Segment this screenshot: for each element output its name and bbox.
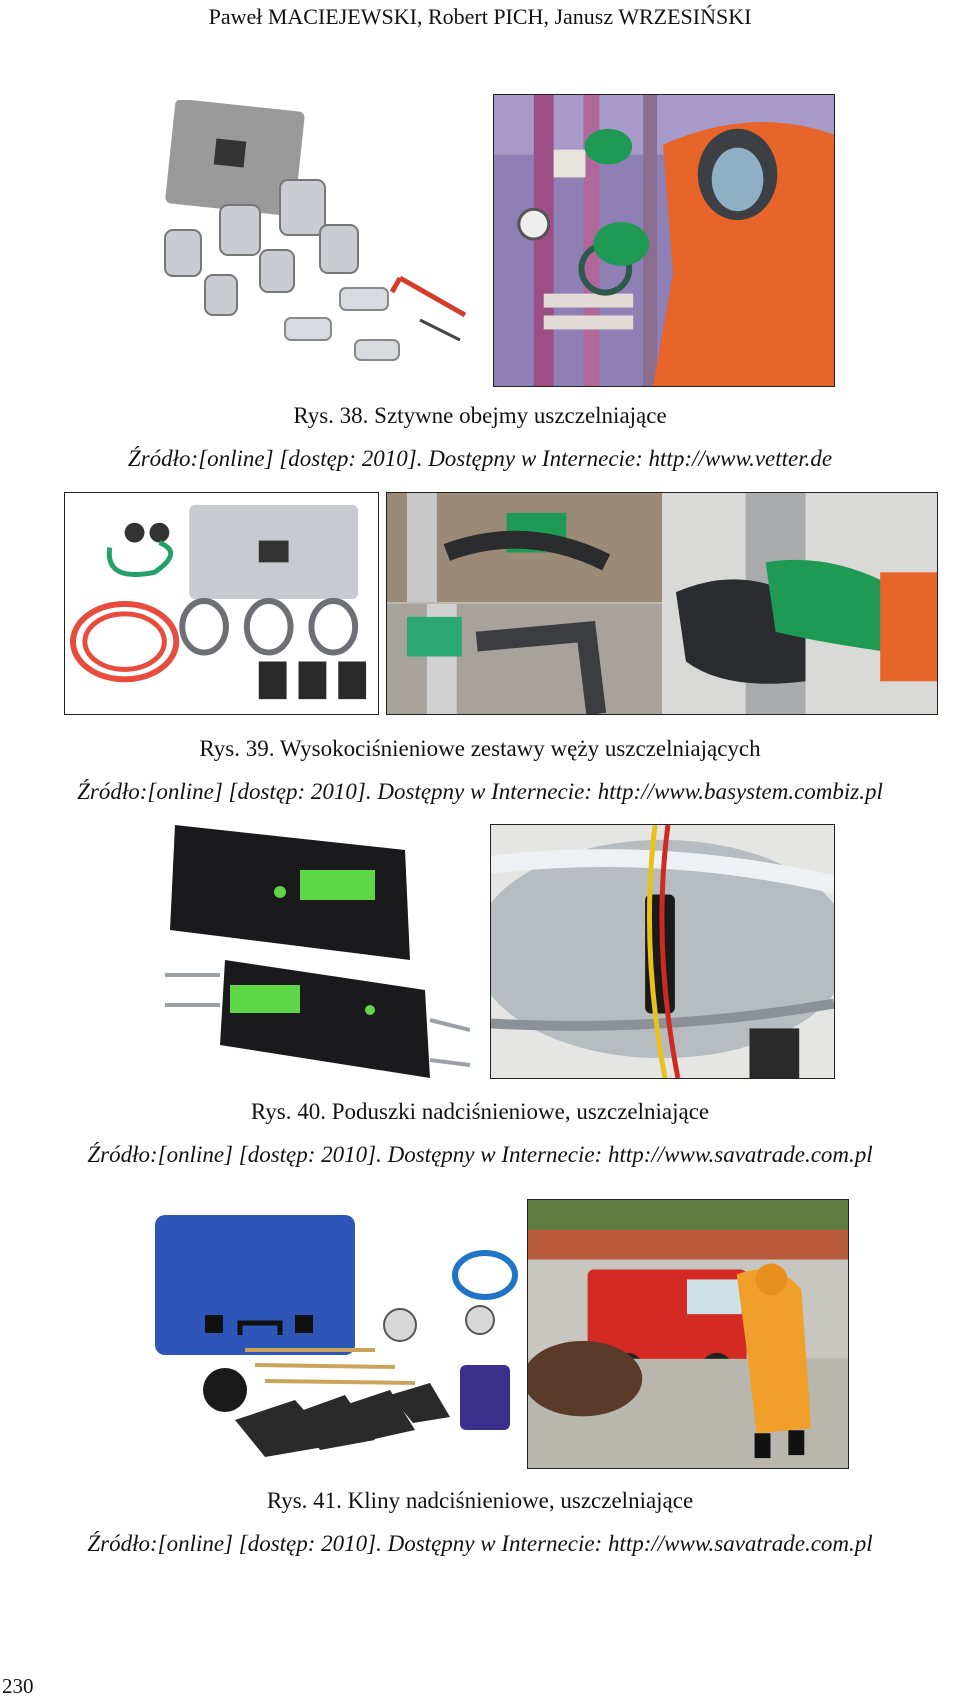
photo-hazmat-worker-valve xyxy=(493,94,835,387)
figure-39-caption: Rys. 39. Wysokociśnieniowe zestawy węży uszczelniających xyxy=(199,736,761,761)
photo-pressure-cushions xyxy=(160,820,470,1082)
photo-rigid-clamp-kit xyxy=(160,100,480,375)
figure-38-source: Źródło:[online] [dostęp: 2010]. Dostępny w Internecie: http://www.vetter.de xyxy=(127,446,833,471)
figure-40-source: Źródło:[online] [dostęp: 2010]. Dostępny w Internecie: http://www.savatrade.com.pl xyxy=(87,1142,873,1167)
figure-41-source: Źródło:[online] [dostęp: 2010]. Dostępny w Internecie: http://www.savatrade.com.pl xyxy=(87,1531,873,1556)
photo-hazmat-worker-fire-truck xyxy=(527,1199,849,1469)
photo-hose-application-collage xyxy=(386,492,938,715)
figure-39-source: Źródło:[online] [dostęp: 2010]. Dostępny w Internecie: http://www.basystem.combiz.pl xyxy=(77,779,883,804)
running-header: Paweł MACIEJEWSKI, Robert PICH, Janusz WRZESIŃSKI xyxy=(208,4,752,29)
photo-cushion-on-tank xyxy=(490,824,835,1079)
photo-pressure-wedges-kit xyxy=(145,1205,525,1463)
figure-38-caption: Rys. 38. Sztywne obejmy uszczelniające xyxy=(293,403,667,428)
figure-40-caption: Rys. 40. Poduszki nadciśnieniowe, uszczelniające xyxy=(250,1099,710,1124)
photo-high-pressure-hose-kit xyxy=(64,492,379,715)
page-number: 230 xyxy=(2,1674,34,1698)
figure-41-caption: Rys. 41. Kliny nadciśnieniowe, uszczelniające xyxy=(266,1488,694,1513)
